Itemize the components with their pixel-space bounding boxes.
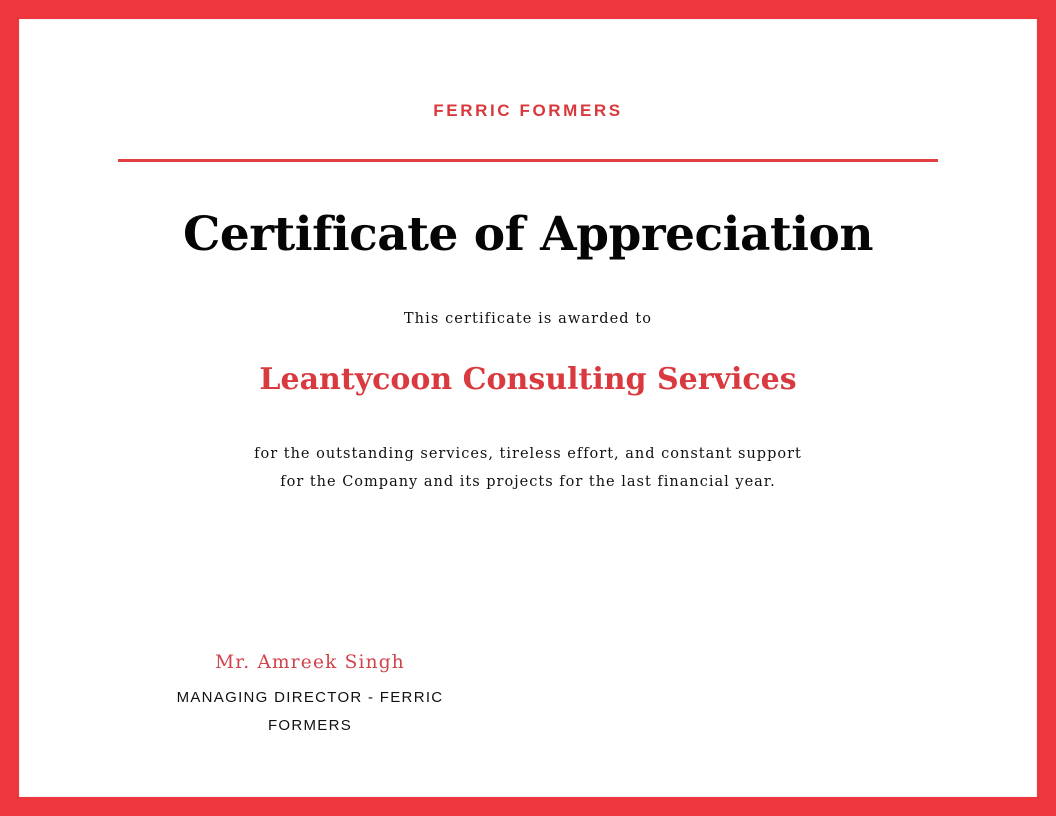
recipient-name: Leantycoon Consulting Services [259, 362, 797, 397]
header-divider [118, 159, 938, 162]
award-reason-line: for the outstanding services, tireless effort, and constant support [254, 446, 802, 462]
organization-name: FERRIC FORMERS [433, 101, 623, 120]
award-reason-line: for the Company and its projects for the last financial year. [280, 474, 776, 490]
certificate-page [19, 19, 1037, 797]
awarded-to-label: This certificate is awarded to [403, 311, 653, 327]
certificate-title: Certificate of Appreciation [182, 207, 874, 262]
award-reason [0, 440, 1056, 496]
signer-name: Mr. Amreek Singh [215, 652, 405, 673]
signer-title: MANAGING DIRECTOR - FERRIC FORMERS [176, 689, 444, 734]
